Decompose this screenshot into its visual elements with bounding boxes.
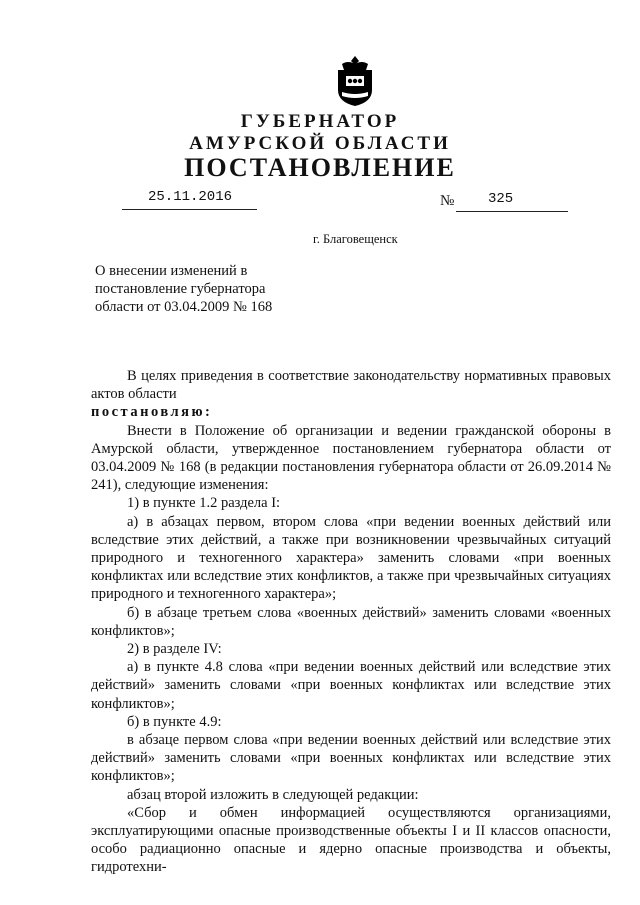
- date-underline: [122, 209, 257, 210]
- body-paragraph: «Сбор и обмен информацией осуществляются организациями, эксплуатирующими опасные производственные объекты I и II классов опасности, особо радиационно опасные и ядерно опасные производства и объекты, гидротехни-: [91, 804, 611, 876]
- document-date: 25.11.2016: [148, 189, 233, 205]
- issuer-title: ГУБЕРНАТОР: [240, 111, 400, 132]
- document-body: [91, 367, 611, 877]
- issue-city: г. Благовещенск: [313, 232, 398, 246]
- body-paragraph: в абзаце первом слова «при ведении военных действий или вследствие этих действий» заменить словами «при военных конфликтах или вследствие этих конфликтов»;: [91, 732, 611, 785]
- document-type: ПОСТАНОВЛЕНИЕ: [184, 153, 456, 182]
- coat-of-arms-icon: [332, 52, 378, 108]
- intro-paragraph: В целях приведения в соответствие законодательству нормативных правовых актов области: [91, 368, 611, 403]
- body-paragraph: 2) в разделе IV:: [127, 641, 222, 658]
- body-paragraph: Внести в Положение об организации и ведении гражданской обороны в Амурской области, утвержденное постановлением губернатора области от 03.04.2009 № 168 (в редакции постановления губернатора области от 26.09.2014 № 241), следующие изменения:: [91, 422, 611, 494]
- body-paragraph: абзац второй изложить в следующей редакции:: [127, 786, 419, 803]
- body-paragraph: 1) в пункте 1.2 раздела I:: [127, 495, 281, 512]
- body-paragraph: а) в абзацах первом, втором слова «при ведении военных действий или вследствие этих действий, а также при возникновении чрезвычайных ситуаций природного и техногенного характера» заменить словами «при военных конфликтах или вследствие этих конфликтов, а также при чрезвычайных ситуациях природного и техногенного характера»;: [91, 513, 611, 603]
- number-label: №: [440, 193, 455, 209]
- number-underline: [456, 211, 568, 212]
- issuer-region: АМУРСКОЙ ОБЛАСТИ: [189, 133, 451, 154]
- body-paragraph: б) в абзаце третьем слова «военных действий» заменить словами «военных конфликтов»;: [91, 604, 611, 639]
- body-paragraph: б) в пункте 4.9:: [127, 713, 222, 730]
- body-paragraph: а) в пункте 4.8 слова «при ведении военных действий или вследствие этих действий» заменить словами «при военных конфликтах или вследствие этих конфликтов»;: [91, 659, 611, 712]
- document-number: 325: [488, 191, 514, 207]
- document-subject: О внесении изменений в постановление губернатора области от 03.04.2009 № 168: [95, 263, 273, 315]
- decree-word: постановляю:: [91, 404, 213, 421]
